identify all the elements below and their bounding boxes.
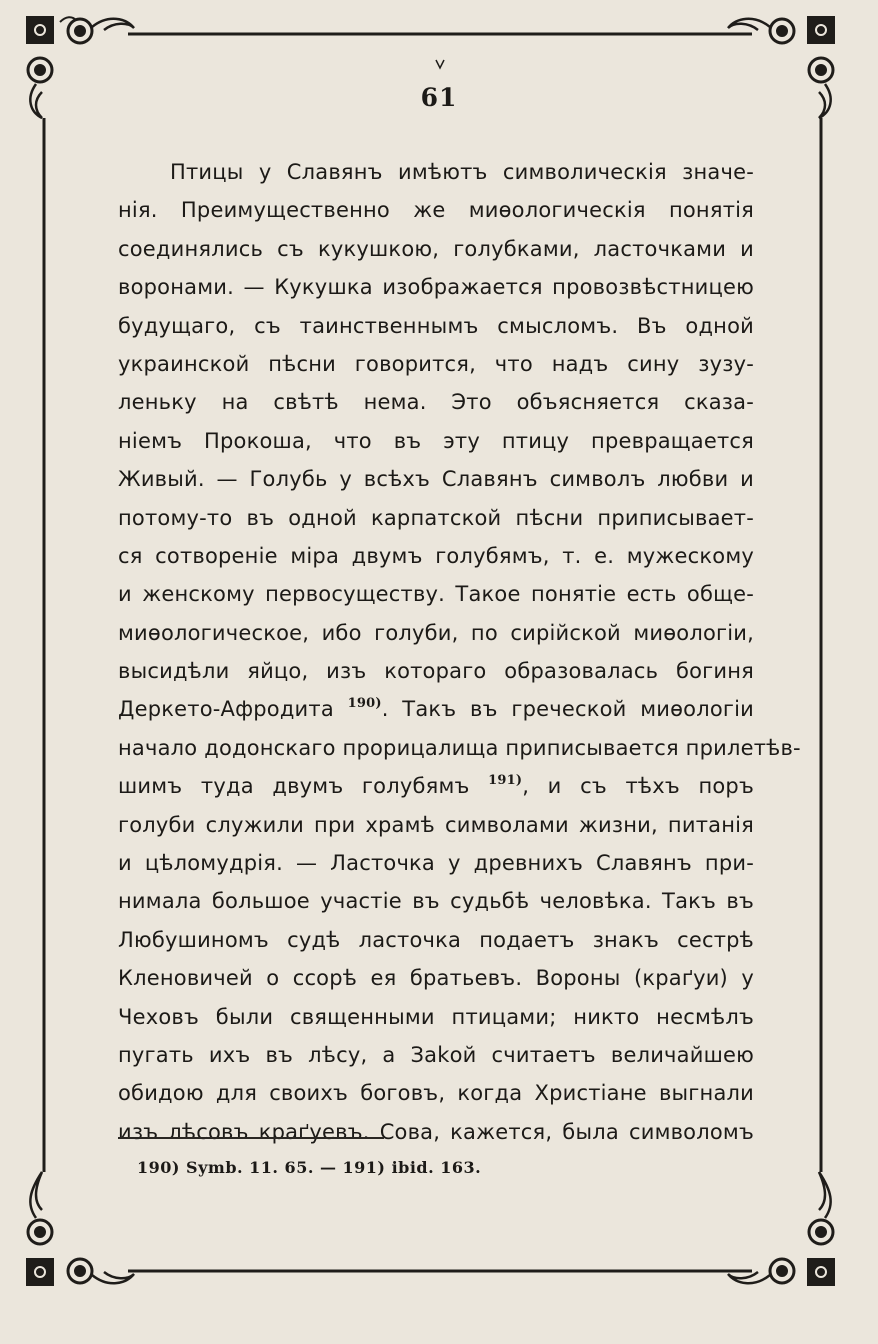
text-line-with-footnote bbox=[118, 767, 754, 805]
footnote-text: 190) Symb. 11. 65. — 191) ibid. 163. bbox=[137, 1158, 482, 1177]
text-line: Любушиномъ судѣ ласточка подаетъ знакъ сестрѣ bbox=[118, 927, 754, 952]
text-fragment: Деркето-Афродита bbox=[118, 697, 334, 722]
text-fragment: . Такъ въ греческой миѳологіи bbox=[381, 697, 754, 722]
text-line: и женскому первосуществу. Такое понятіе есть обще- bbox=[118, 582, 754, 607]
footnote-divider bbox=[118, 1137, 384, 1139]
text-line: и цѣломудрія. — Ласточка у древнихъ Славянъ при- bbox=[118, 851, 754, 876]
text-line: начало додонскаго прорицалища приписывается прилетѣв- bbox=[118, 735, 801, 760]
text-line: воронами. — Кукушка изображается провозвѣстницею bbox=[118, 275, 754, 300]
corner-ornament-bottom-right bbox=[728, 1172, 834, 1285]
text-line: ніемъ Прокоша, что въ эту птицу превращается bbox=[118, 428, 754, 453]
text-line: Чеховъ были священными птицами; никто несмѣлъ bbox=[118, 1004, 754, 1029]
text-line: Птицы у Славянъ имѣютъ символическія значе- bbox=[170, 160, 754, 184]
text-fragment: , и съ тѣхъ поръ bbox=[522, 774, 754, 799]
page-number: 61 bbox=[420, 83, 458, 112]
text-line: изъ лѣсовъ краґуевъ. Сова, кажется, была символомъ bbox=[118, 1119, 754, 1144]
body-text bbox=[118, 153, 801, 1151]
text-line: голуби служили при храмѣ символами жизни, питанія bbox=[118, 812, 754, 837]
text-line: Кленовичей о ссорѣ ея братьевъ. Вороны (краґуи) у bbox=[118, 966, 754, 991]
header-tick bbox=[436, 60, 444, 68]
text-line: Живый. — Голубь у всѣхъ Славянъ символъ любви и bbox=[118, 467, 754, 492]
text-line-with-footnote bbox=[118, 690, 754, 728]
text-line: миѳологическое, ибо голуби, по сирійской миѳологіи, bbox=[118, 620, 754, 645]
text-fragment: шимъ туда двумъ голубямъ bbox=[118, 774, 470, 799]
footnote-ref-191: 191) bbox=[488, 773, 523, 789]
text-line: будущаго, съ таинственнымъ смысломъ. Въ одной bbox=[118, 313, 754, 338]
text-line: пугать ихъ въ лѣсу, а Заkой считаетъ величайшею bbox=[118, 1042, 754, 1067]
text-line: леньку на свѣтѣ нема. Это объясняется сказа- bbox=[118, 390, 754, 415]
footnote-ref-190: 190) bbox=[347, 696, 382, 712]
text-line: нимала большое участіе въ судьбѣ человѣка. Такъ въ bbox=[118, 889, 754, 914]
text-line: нія. Преимущественно же миѳологическія понятія bbox=[118, 198, 754, 223]
text-line: соединялись съ кукушкою, голубками, ласточками и bbox=[118, 236, 754, 261]
corner-ornament-bottom-left bbox=[27, 1172, 134, 1285]
text-line: украинской пѣсни говорится, что надъ сину зузу- bbox=[118, 351, 754, 376]
text-line: потому-то въ одной карпатской пѣсни приписывает- bbox=[118, 505, 754, 530]
text-line: обидою для своихъ боговъ, когда Христіане выгнали bbox=[118, 1081, 754, 1106]
text-line: высидѣли яйцо, изъ котораго образовалась богиня bbox=[118, 659, 754, 684]
text-line: ся сотвореніе міра двумъ голубямъ, т. е. мужескому bbox=[118, 543, 754, 568]
